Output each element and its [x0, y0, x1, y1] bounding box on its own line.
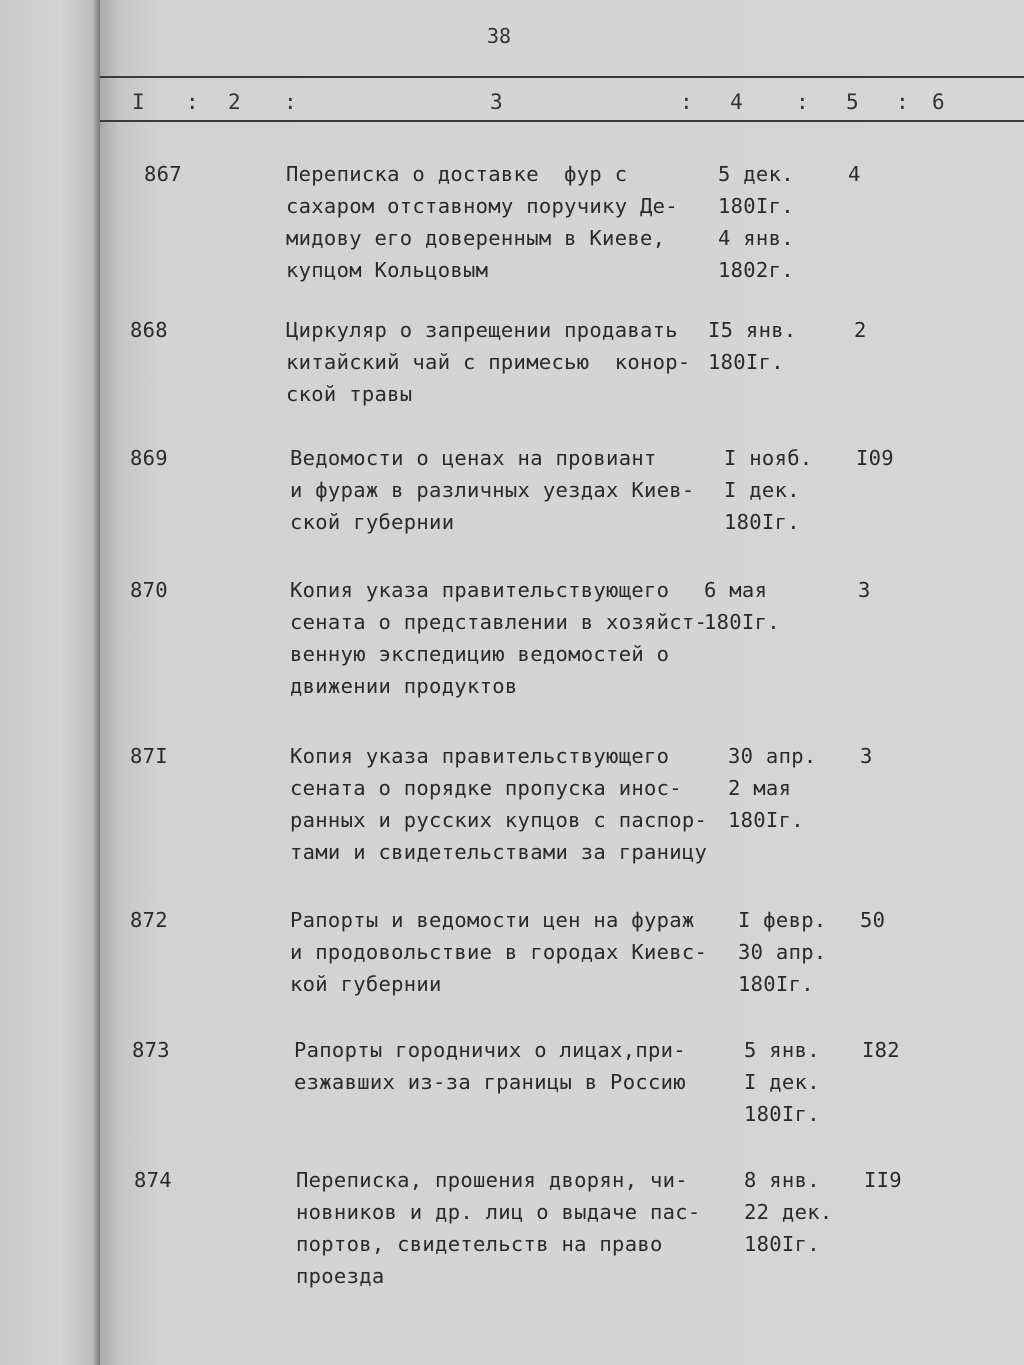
description-line: Рапорты городничих о лицах,при-: [294, 1038, 686, 1062]
description-line: мидову его доверенным в Киеве,: [286, 226, 666, 250]
column-separator: :: [186, 90, 199, 114]
entry-sheet-count: II9: [864, 1168, 902, 1192]
description-line: и продовольствие в городах Киевс-: [290, 940, 708, 964]
description-line: ской губернии: [290, 510, 455, 534]
description-line: Ведомости о ценах на провиант: [290, 446, 657, 470]
date-line: 5 янв.: [744, 1038, 820, 1062]
entry-dates: [744, 1034, 820, 1130]
date-line: 30 апр.: [738, 940, 827, 964]
date-line: I дек.: [724, 478, 800, 502]
entry-description: [286, 314, 691, 410]
date-line: 4 янв.: [718, 226, 794, 250]
entry-description: [294, 1034, 686, 1098]
column-header-4: 4: [730, 90, 743, 114]
description-line: китайский чай с примесью конор-: [286, 350, 691, 374]
description-line: и фураж в различных уездах Киев-: [290, 478, 695, 502]
column-separator: :: [680, 90, 693, 114]
entry-sheet-count: I82: [862, 1038, 900, 1062]
page-number: 38: [487, 24, 512, 48]
date-line: 8 янв.: [744, 1168, 820, 1192]
entry-number: 868: [130, 318, 168, 342]
column-separator: :: [796, 90, 809, 114]
column-header-1: I: [132, 90, 145, 114]
description-line: сената о представлении в хозяйст-: [290, 610, 708, 634]
entry-number: 87I: [130, 744, 168, 768]
date-line: 2 мая: [728, 776, 792, 800]
date-line: I февр.: [738, 908, 827, 932]
column-separator: :: [284, 90, 297, 114]
date-line: I дек.: [744, 1070, 820, 1094]
date-line: 180Iг.: [728, 808, 804, 832]
column-header-2: 2: [228, 90, 241, 114]
entry-description: [286, 158, 678, 286]
entry-number: 873: [132, 1038, 170, 1062]
date-line: I нояб.: [724, 446, 813, 470]
date-line: I5 янв.: [708, 318, 797, 342]
column-header-3: 3: [490, 90, 503, 114]
description-line: новников и др. лиц о выдаче пас-: [296, 1200, 701, 1224]
description-line: Копия указа правительствующего: [290, 578, 670, 602]
description-line: ранных и русских купцов с паспор-: [290, 808, 708, 832]
entry-number: 869: [130, 446, 168, 470]
entry-sheet-count: 2: [854, 318, 867, 342]
entry-sheet-count: 3: [858, 578, 871, 602]
description-line: Циркуляр о запрещении продавать: [286, 318, 678, 342]
entry-sheet-count: 50: [860, 908, 886, 932]
description-line: Переписка, прошения дворян, чи-: [296, 1168, 688, 1192]
column-separator: :: [896, 90, 909, 114]
date-line: 5 дек.: [718, 162, 794, 186]
description-line: движении продуктов: [290, 674, 518, 698]
date-line: 180Iг.: [724, 510, 800, 534]
description-line: Рапорты и ведомости цен на фураж: [290, 908, 695, 932]
header-bottom-rule: [100, 120, 1024, 122]
description-line: ской травы: [286, 382, 413, 406]
entry-dates: [744, 1164, 833, 1260]
entry-number: 874: [134, 1168, 172, 1192]
entry-sheet-count: I09: [856, 446, 894, 470]
entry-dates: [724, 442, 813, 538]
entry-number: 867: [144, 162, 182, 186]
description-line: сената о порядке пропуска инос-: [290, 776, 682, 800]
description-line: купцом Кольцовым: [286, 258, 489, 282]
entry-dates: [718, 158, 794, 286]
column-header-6: 6: [932, 90, 945, 114]
entry-number: 872: [130, 908, 168, 932]
description-line: венную экспедицию ведомостей о: [290, 642, 670, 666]
description-line: тами и свидетельствами за границу: [290, 840, 708, 864]
date-line: 30 апр.: [728, 744, 817, 768]
date-line: 180Iг.: [744, 1102, 820, 1126]
entry-sheet-count: 4: [848, 162, 861, 186]
entry-dates: [728, 740, 817, 836]
description-line: езжавших из-за границы в Россию: [294, 1070, 686, 1094]
entry-description: [290, 904, 707, 1000]
description-line: проезда: [296, 1264, 385, 1288]
date-line: 6 мая: [704, 578, 768, 602]
date-line: 1802г.: [718, 258, 794, 282]
entry-dates: [708, 314, 797, 378]
date-line: 180Iг.: [718, 194, 794, 218]
entry-sheet-count: 3: [860, 744, 873, 768]
entry-description: [296, 1164, 701, 1292]
description-line: кой губернии: [290, 972, 442, 996]
entry-number: 870: [130, 578, 168, 602]
description-line: портов, свидетельств на право: [296, 1232, 663, 1256]
date-line: 180Iг.: [704, 610, 780, 634]
date-line: 180Iг.: [744, 1232, 820, 1256]
date-line: 180Iг.: [708, 350, 784, 374]
left-page-edge: [0, 0, 100, 1365]
entry-dates: [704, 574, 780, 638]
date-line: 22 дек.: [744, 1200, 833, 1224]
header-top-rule: [100, 76, 1024, 78]
column-header-5: 5: [846, 90, 859, 114]
description-line: сахаром отставному поручику Де-: [286, 194, 678, 218]
entry-description: [290, 442, 695, 538]
description-line: Копия указа правительствующего: [290, 744, 670, 768]
date-line: 180Iг.: [738, 972, 814, 996]
entry-dates: [738, 904, 827, 1000]
entry-description: [290, 740, 707, 868]
description-line: Переписка о доставке фур с: [286, 162, 628, 186]
entry-description: [290, 574, 707, 702]
